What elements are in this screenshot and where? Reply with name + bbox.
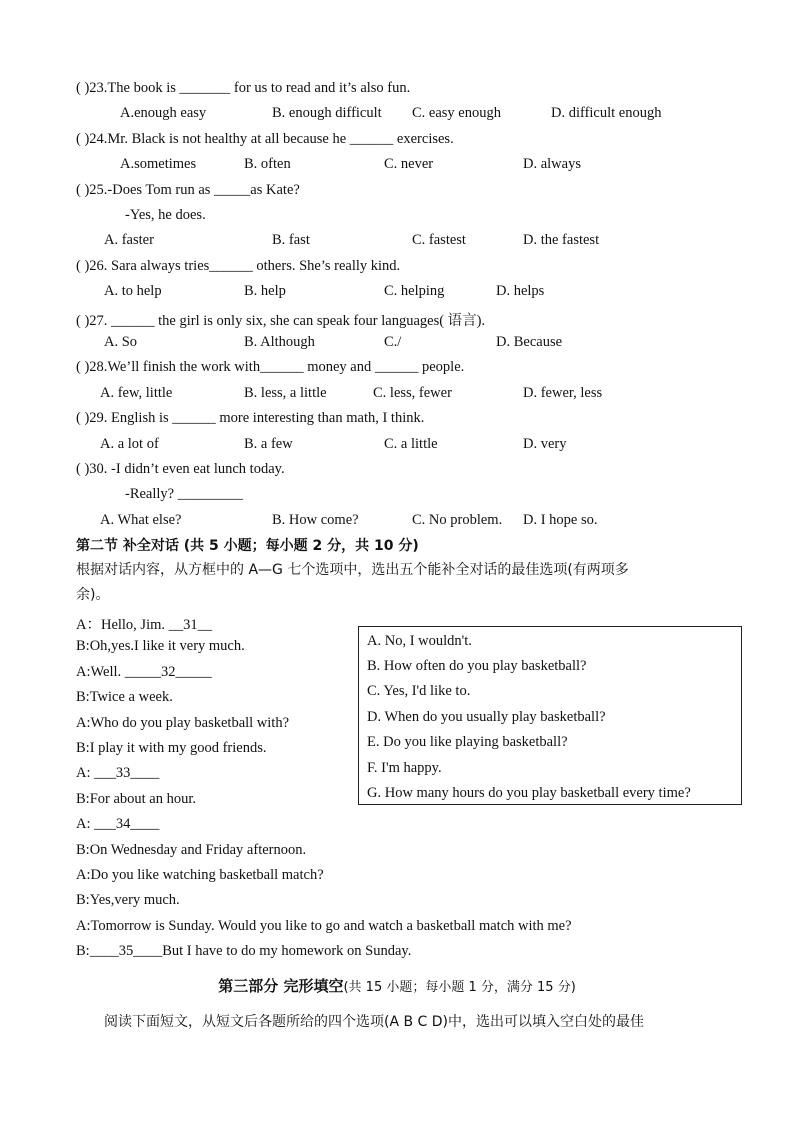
dialogue-line: A:Who do you play basketball with?: [76, 715, 290, 731]
option-c: C. helping: [384, 283, 445, 299]
options-box: [358, 626, 742, 805]
option-c: C. never: [384, 156, 434, 172]
dialogue-line: A: ___33____: [76, 765, 160, 781]
part-3-heading: [0, 975, 794, 996]
question-25-reply: -Yes, he does.: [125, 207, 206, 223]
option-b: B. How come?: [272, 512, 359, 528]
option-b: B. Although: [244, 334, 315, 350]
dialogue-line: A:Well. _____32_____: [76, 664, 212, 680]
option-d: D. difficult enough: [551, 105, 662, 121]
question-23: ( )23.The book is _______ for us to read and it’s also fun.: [76, 80, 411, 96]
option-b: B. help: [244, 283, 286, 299]
option-b: B. enough difficult: [272, 105, 382, 121]
dialogue-line: A:Tomorrow is Sunday. Would you like to go and watch a basketball match with me?: [76, 918, 572, 934]
dialogue-line: B:____35____But I have to do my homework on Sunday.: [76, 943, 412, 959]
dialogue-line: A: ___34____: [76, 816, 160, 832]
box-option-g: G. How many hours do you play basketball every time?: [367, 785, 691, 801]
section-2-instruction: 根据对话内容，从方框中的 A—G 七个选项中，选出五个能补全对话的最佳选项(有两项多: [76, 562, 629, 578]
section-2-instruction-cont: 余)。: [76, 587, 110, 603]
box-option-a: A. No, I wouldn't.: [367, 633, 472, 649]
box-option-b: B. How often do you play basketball?: [367, 658, 587, 674]
option-a: A. faster: [104, 232, 154, 248]
question-25: ( )25.-Does Tom run as _____as Kate?: [76, 182, 300, 198]
question-28: ( )28.We’ll finish the work with______ money and ______ people.: [76, 359, 465, 375]
option-b: B. fast: [272, 232, 310, 248]
dialogue-line: A:Do you like watching basketball match?: [76, 867, 324, 883]
part-3-instruction: 阅读下面短文，从短文后各题所给的四个选项(A B C D)中，选出可以填入空白处的最佳: [104, 1014, 645, 1030]
box-option-f: F. I'm happy.: [367, 760, 442, 776]
option-c: C. No problem.: [412, 512, 503, 528]
question-27: ( )27. ______ the girl is only six, she can speak four languages( 语言).: [76, 313, 486, 329]
part-3-note: (共 15 小题；每小题 1 分，满分 15 分): [343, 980, 576, 995]
part-3-title: 第三部分 完形填空: [218, 977, 344, 995]
option-a: A. a lot of: [100, 436, 159, 452]
option-c: C. fastest: [412, 232, 466, 248]
option-b: B. less, a little: [244, 385, 327, 401]
option-b: B. often: [244, 156, 291, 172]
box-option-d: D. When do you usually play basketball?: [367, 709, 606, 725]
option-a: A.enough easy: [120, 105, 207, 121]
option-a: A. few, little: [100, 385, 173, 401]
option-d: D. Because: [496, 334, 563, 350]
option-d: D. very: [523, 436, 567, 452]
option-d: D. always: [523, 156, 581, 172]
dialogue-line: B:I play it with my good friends.: [76, 740, 267, 756]
option-d: D. the fastest: [523, 232, 600, 248]
dialogue-line: B:For about an hour.: [76, 791, 197, 807]
option-a: A. to help: [104, 283, 162, 299]
option-c: C. less, fewer: [373, 385, 452, 401]
box-option-c: C. Yes, I'd like to.: [367, 683, 471, 699]
question-29: ( )29. English is ______ more interesting than math, I think.: [76, 410, 425, 426]
option-a: A. What else?: [100, 512, 182, 528]
question-30-reply: -Really? _________: [125, 486, 243, 502]
question-26: ( )26. Sara always tries______ others. She’s really kind.: [76, 258, 401, 274]
option-d: D. helps: [496, 283, 545, 299]
question-30: ( )30. -I didn’t even eat lunch today.: [76, 461, 285, 477]
option-b: B. a few: [244, 436, 293, 452]
option-d: D. fewer, less: [523, 385, 603, 401]
option-c: C./: [384, 334, 402, 350]
question-24: ( )24.Mr. Black is not healthy at all because he ______ exercises.: [76, 131, 454, 147]
option-a: A. So: [104, 334, 138, 350]
box-option-e: E. Do you like playing basketball?: [367, 734, 568, 750]
dialogue-line: B:Oh,yes.I like it very much.: [76, 638, 245, 654]
dialogue-line: B:Twice a week.: [76, 689, 173, 705]
dialogue-line: A：Hello, Jim. __31__: [76, 617, 213, 633]
option-d: D. I hope so.: [523, 512, 598, 528]
section-2-heading: 第二节 补全对话 (共 5 小题；每小题 2 分，共 10 分): [76, 538, 419, 554]
option-c: C. easy enough: [412, 105, 501, 121]
dialogue-line: B:Yes,very much.: [76, 892, 180, 908]
dialogue-line: B:On Wednesday and Friday afternoon.: [76, 842, 307, 858]
option-c: C. a little: [384, 436, 438, 452]
option-a: A.sometimes: [120, 156, 197, 172]
